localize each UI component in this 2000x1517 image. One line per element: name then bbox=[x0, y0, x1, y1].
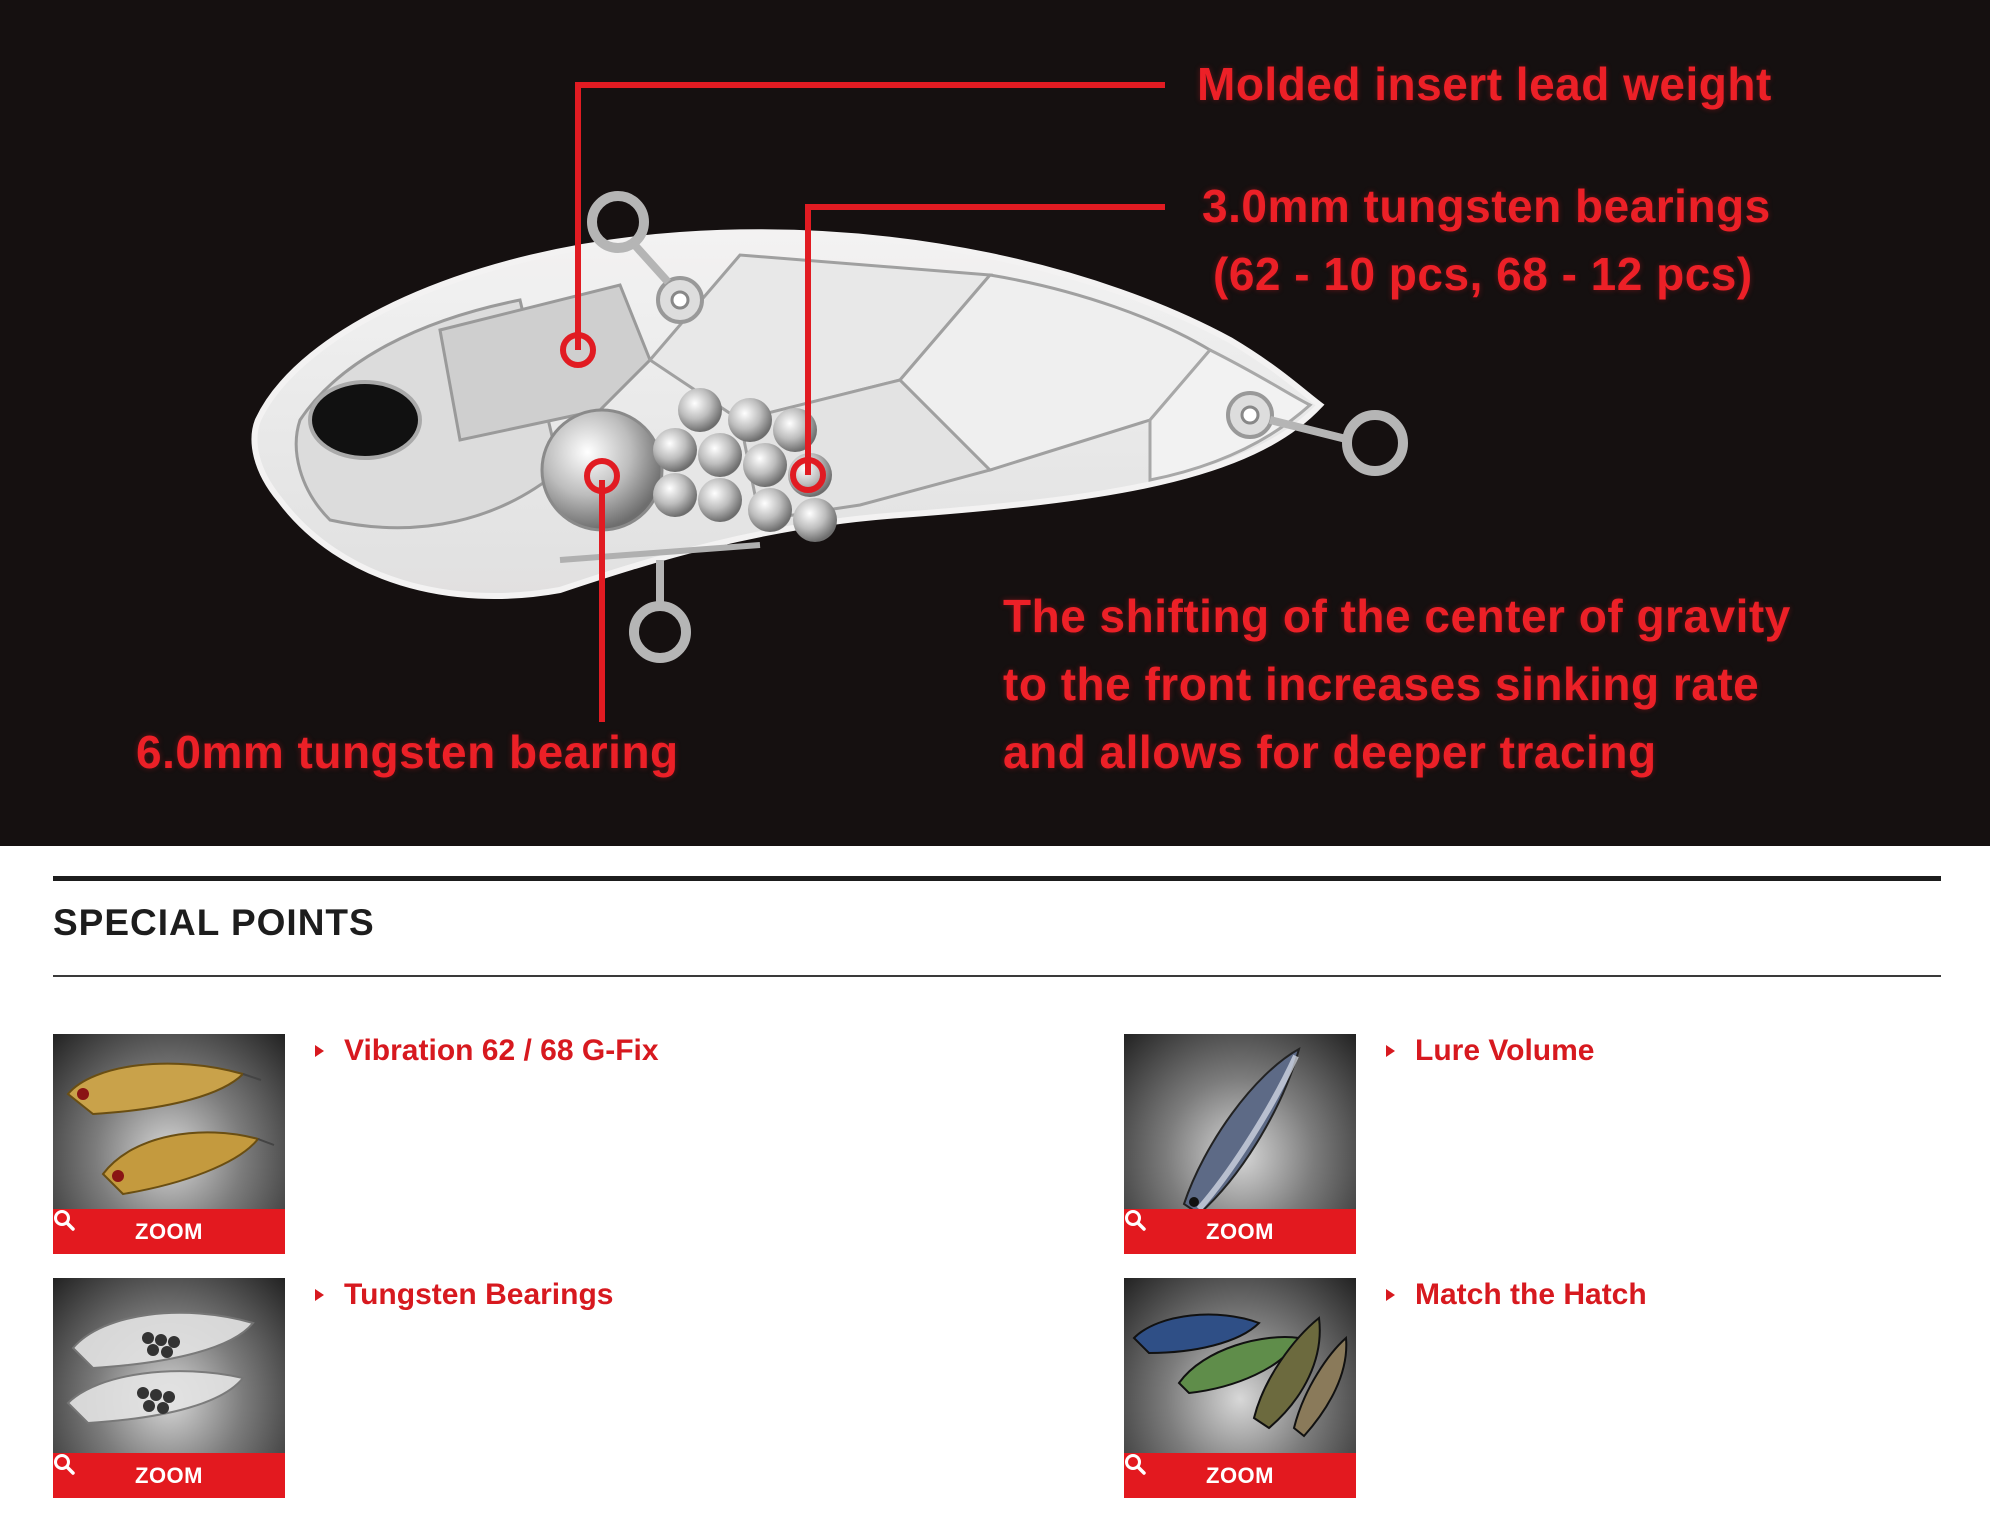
card-title: Vibration 62 / 68 G-Fix bbox=[344, 1034, 659, 1067]
card-thumbnail[interactable] bbox=[53, 1278, 285, 1498]
callout-gravity-line1: The shifting of the center of gravity bbox=[1003, 590, 1791, 642]
special-point-card bbox=[1124, 1034, 1990, 1266]
card-title: Match the Hatch bbox=[1415, 1278, 1647, 1311]
triangle-right-icon bbox=[1386, 1045, 1395, 1057]
lure-eye bbox=[310, 382, 420, 458]
link-lure-volume[interactable] bbox=[1386, 1034, 1594, 1068]
magnifier-icon bbox=[1124, 1453, 1146, 1475]
link-match-the-hatch[interactable] bbox=[1386, 1278, 1647, 1312]
link-vibration-gfix[interactable] bbox=[315, 1034, 659, 1068]
triangle-right-icon bbox=[315, 1045, 324, 1057]
card-thumbnail[interactable] bbox=[1124, 1278, 1356, 1498]
special-point-card bbox=[53, 1278, 1053, 1510]
tail-ring bbox=[1347, 415, 1403, 471]
special-point-card bbox=[53, 1034, 1053, 1266]
card-title: Tungsten Bearings bbox=[344, 1278, 614, 1311]
callout-gravity-line2: to the front increases sinking rate bbox=[1003, 658, 1760, 710]
zoom-label: ZOOM bbox=[135, 1462, 203, 1488]
magnifier-icon bbox=[53, 1453, 75, 1475]
callout-big-bearing: 6.0mm tungsten bearing bbox=[136, 726, 679, 778]
callout-lead-weight: Molded insert lead weight bbox=[1197, 58, 1772, 110]
section-divider-top bbox=[53, 876, 1941, 881]
zoom-label: ZOOM bbox=[135, 1218, 203, 1244]
link-tungsten-bearings[interactable] bbox=[315, 1278, 613, 1312]
belly-ring bbox=[634, 606, 686, 658]
zoom-button[interactable] bbox=[1124, 1453, 1356, 1498]
magnifier-icon bbox=[1124, 1209, 1146, 1231]
callout-bearings-count: (62 - 10 pcs, 68 - 12 pcs) bbox=[1213, 248, 1753, 300]
card-thumbnail[interactable] bbox=[53, 1034, 285, 1254]
zoom-label: ZOOM bbox=[1206, 1462, 1274, 1488]
triangle-right-icon bbox=[315, 1289, 324, 1301]
zoom-button[interactable] bbox=[1124, 1209, 1356, 1254]
card-title: Lure Volume bbox=[1415, 1034, 1595, 1067]
magnifier-icon bbox=[53, 1209, 75, 1231]
section-title: SPECIAL POINTS bbox=[53, 902, 375, 943]
zoom-button[interactable] bbox=[53, 1209, 285, 1254]
callout-gravity-line3: and allows for deeper tracing bbox=[1003, 726, 1657, 778]
callout-bearings: 3.0mm tungsten bearings bbox=[1202, 180, 1771, 232]
section-divider-bottom bbox=[53, 975, 1941, 977]
special-point-card bbox=[1124, 1278, 1990, 1510]
zoom-label: ZOOM bbox=[1206, 1218, 1274, 1244]
card-thumbnail[interactable] bbox=[1124, 1034, 1356, 1254]
triangle-right-icon bbox=[1386, 1289, 1395, 1301]
zoom-button[interactable] bbox=[53, 1453, 285, 1498]
